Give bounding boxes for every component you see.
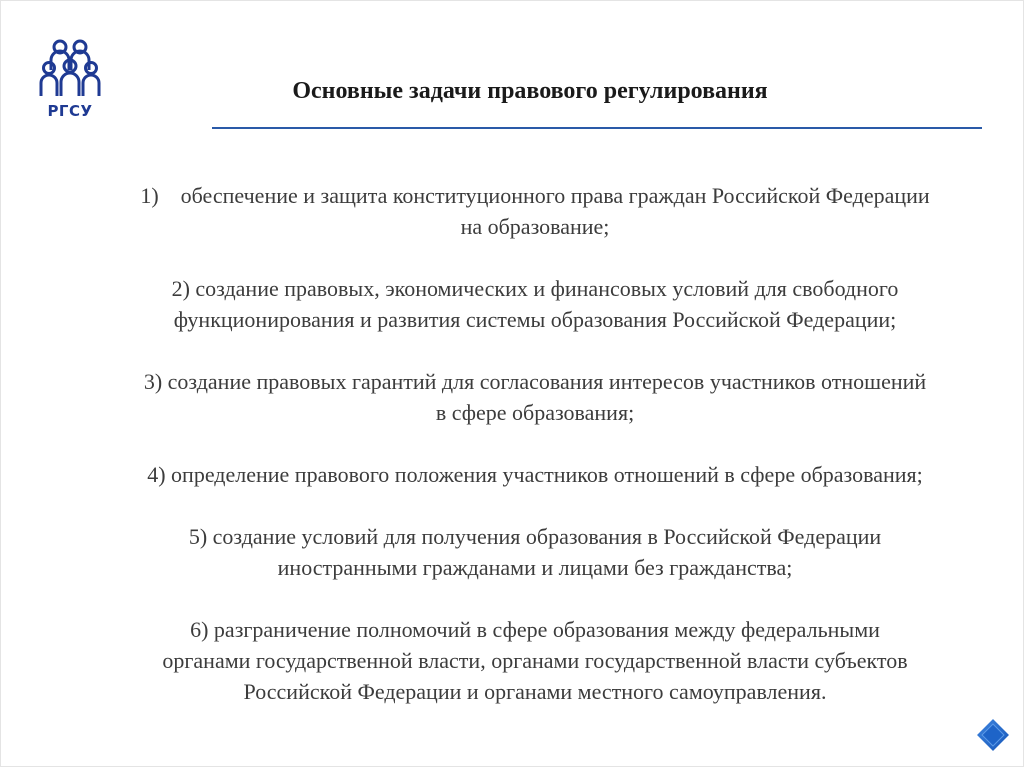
list-item-line: 4) определение правового положения участников отношений в сфере образования; (147, 462, 923, 487)
list-item (70, 614, 1000, 707)
list-item-line: 2) создание правовых, экономических и финансовых условий для свободного (171, 276, 899, 301)
list-item (70, 180, 1000, 242)
diamond-nav-icon[interactable] (974, 716, 1012, 754)
list-item-line: функционирования и развития системы образования Российской Федерации; (173, 307, 897, 332)
page-title: Основные задачи правового регулирования (292, 78, 768, 104)
rgsu-logo (38, 38, 102, 122)
list-item-number: 1) (140, 183, 159, 208)
list-item-line: 6) разграничение полномочий в сфере образования между федеральными (190, 617, 880, 642)
list-item-line: 5) создание условий для получения образования в Российской Федерации (188, 524, 882, 549)
list-item-line: Российской Федерации и органами местного самоуправления. (243, 679, 827, 704)
list-item-line: на образование; (460, 214, 610, 239)
logo-text: РГСУ (47, 102, 93, 120)
list-item-line (70, 180, 1000, 211)
tasks-list (70, 180, 1000, 707)
list-item-text: обеспечение и защита конституционного права граждан Российской Федерации (180, 183, 930, 208)
list-item (70, 273, 1000, 335)
title-divider (212, 127, 982, 129)
list-item-line: органами государственной власти, органами государственной власти субъектов (162, 648, 908, 673)
list-item-line: иностранными гражданами и лицами без гражданства; (277, 555, 793, 580)
people-group-icon (38, 38, 102, 100)
list-item (70, 521, 1000, 583)
list-item (70, 366, 1000, 428)
list-item (70, 459, 1000, 490)
list-item-line: 3) создание правовых гарантий для согласования интересов участников отношений (143, 369, 927, 394)
list-item-line: в сфере образования; (435, 400, 635, 425)
